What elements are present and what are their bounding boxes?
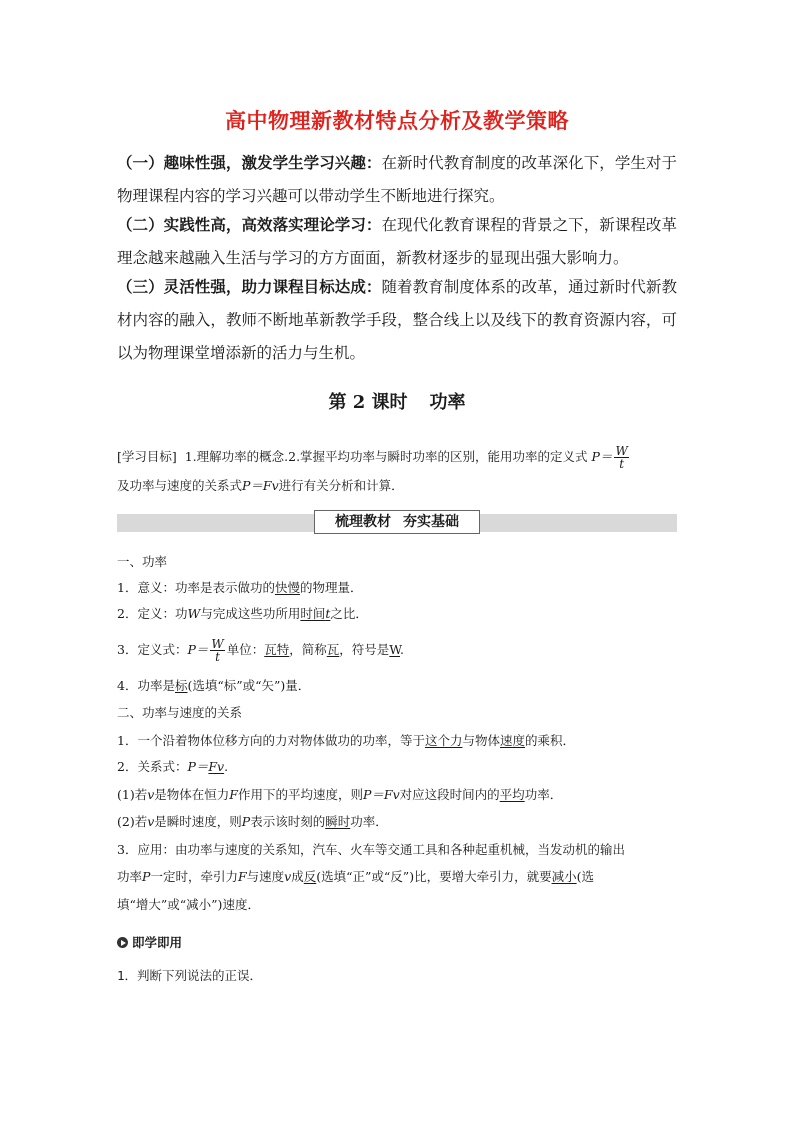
intro-label: （一）趣味性强，激发学生学习兴趣： (117, 153, 382, 172)
goal-text-2a: 及功率与速度的关系式 (117, 478, 243, 493)
play-icon (117, 937, 128, 948)
answer-blank: 瓦 (326, 642, 340, 657)
answer-blank: Fv (208, 759, 225, 774)
section-heading: 一、功率 (117, 554, 168, 569)
banner-right: 夯实基础 (403, 514, 459, 530)
practice-label: 即学即用 (132, 935, 183, 950)
intro-label: （二）实践性高，高效落实理论学习： (117, 215, 382, 234)
answer-blank: 瓦特 (264, 642, 290, 657)
answer-blank: W (389, 642, 400, 657)
formula-line: 2．关系式：P＝Fv. (117, 759, 229, 774)
goal-line-2 (117, 469, 677, 502)
intro-paragraph-2 (117, 208, 677, 275)
definition-line: 功率P一定时，牵引力F与速度v成反(选填“正”或“反”)比，要增大牵引力，就要减小(选 (117, 869, 594, 884)
answer-blank: 瞬时 (325, 814, 351, 829)
section-banner (117, 514, 677, 532)
definition-line: 1．意义：功率是表示做功的快慢的物理量． (117, 580, 363, 595)
answer-blank: 速度 (500, 733, 526, 748)
fraction-w-over-t: $\frac{W}{t}$ (211, 637, 224, 664)
definition-line: 4．功率是标(选填“标”或“矢”)量． (117, 678, 311, 693)
formula-lhs: P＝ (591, 449, 613, 464)
intro-text: 在现代化教育课程的背景之下，新课程改革理念越来越融入生活与学习的方方面面，新教材逐步的显现出强大影响力。 (117, 216, 677, 267)
definition-line: 填“增大”或“减小”)速度． (117, 897, 260, 912)
goal-text-2b: 进行有关分析和计算． (278, 478, 404, 493)
answer-blank: 反 (303, 869, 317, 884)
answer-blank: 快慢 (274, 580, 300, 595)
learning-goals (117, 440, 677, 502)
section-heading: 二、功率与速度的关系 (117, 705, 243, 720)
fraction-w-over-t: $\frac{W}{t}$ (615, 444, 628, 471)
page-title: 高中物理新教材特点分析及教学策略 (225, 109, 569, 133)
definition-line: 2．定义：功W与完成这些功所用时间t之比． (117, 606, 368, 621)
lesson-title (117, 388, 677, 414)
banner-label (314, 510, 480, 534)
definition-line: (1)若v是物体在恒力F作用下的平均速度，则P＝Fv对应这段时间内的平均功率． (117, 787, 563, 802)
goal-tag: [学习目标] (117, 449, 177, 464)
definition-line: (2)若v是瞬时速度，则P表示该时刻的瞬时功率． (117, 814, 388, 829)
formula-pfv: P＝Fv (242, 478, 279, 493)
definition-line: 1．一个沿着物体位移方向的力对物体做功的功率，等于这个力与物体速度的乘积． (117, 733, 576, 748)
answer-blank: 标 (174, 678, 188, 693)
definition-line: 3．应用：由功率与速度的关系知，汽车、火车等交通工具和各种起重机械，当发动机的输出 (117, 842, 625, 857)
answer-blank: 这个力 (424, 733, 463, 748)
answer-blank: 平均 (499, 787, 525, 802)
practice-heading (117, 933, 182, 951)
intro-label: （三）灵活性强，助力课程目标达成： (117, 277, 382, 296)
intro-text: 随着教育制度体系的改革，通过新时代新教材内容的融入，教师不断地革新教学手段，整合线上以及线下的教育资源内容，可以为物理课堂增添新的活力与生机。 (117, 278, 677, 362)
answer-blank: 时间t (300, 606, 331, 621)
lesson-number: 第 2 课时 (328, 392, 408, 413)
intro-text: 在新时代教育制度的改革深化下，学生对于物理课程内容的学习兴趣可以带动学生不断地进行探究。 (117, 154, 677, 205)
goal-text: 1.理解功率的概念.2.掌握平均功率与瞬时功率的区别，能用功率的定义式 (184, 449, 588, 464)
formula-line: 3．定义式：P＝ $\frac{W}{t}$ 单位：瓦特，简称瓦，符号是W. (117, 637, 404, 664)
intro-paragraph-1 (117, 146, 677, 213)
intro-paragraph-3 (117, 270, 677, 370)
lesson-topic: 功率 (429, 392, 466, 413)
practice-question: 1．判断下列说法的正误． (117, 968, 263, 983)
answer-blank: 减小 (551, 869, 577, 884)
banner-left: 梳理教材 (335, 514, 391, 530)
